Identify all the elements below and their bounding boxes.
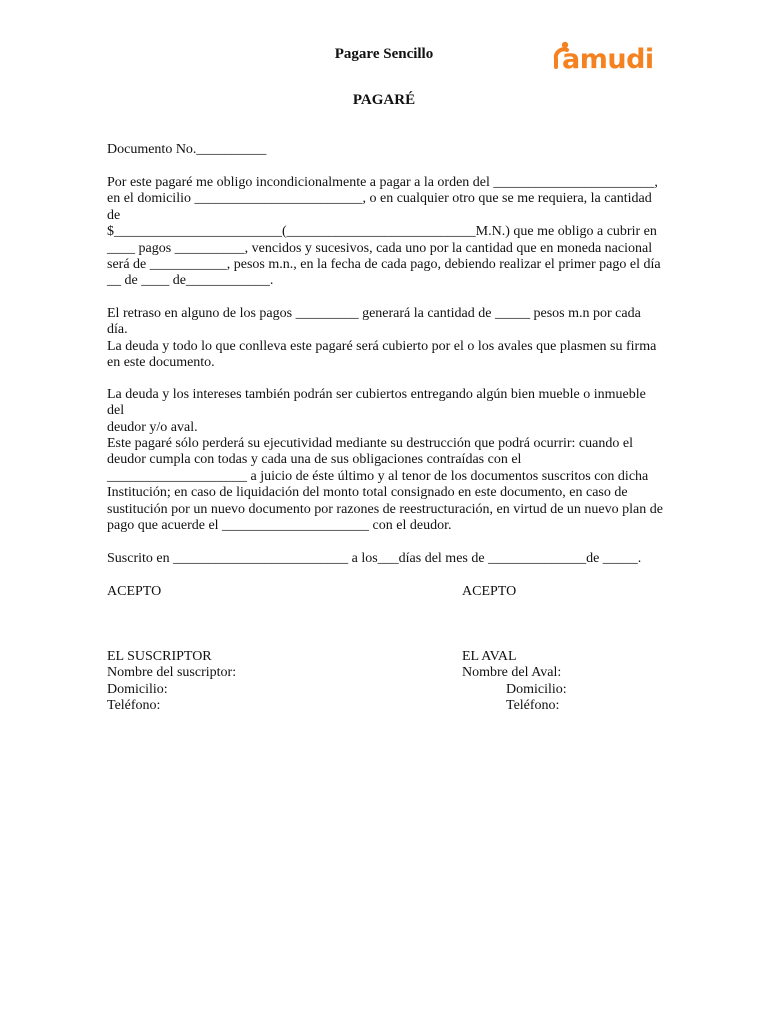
text-line: ____________________ a juicio de éste último y al tenor de los documentos suscritos con dicha	[107, 468, 649, 484]
paragraph-collateral	[107, 387, 663, 436]
paragraph-signed-at	[107, 551, 663, 567]
guarantor-role: EL AVAL	[462, 649, 517, 664]
paragraph-obligation	[107, 175, 663, 290]
guarantor-name-label: Nombre del Aval:	[462, 665, 562, 681]
subscriber-phone-label: Teléfono:	[107, 698, 161, 714]
document-number-line: Documento No.__________	[107, 142, 267, 157]
subscriber-role: EL SUSCRIPTOR	[107, 649, 212, 664]
text-line: sustitución por un nuevo documento por razones de reestructuración, en virtud de un nuevo plan de	[107, 501, 663, 517]
accept-left: ACEPTO	[107, 584, 162, 599]
subscriber-address-label: Domicilio:	[107, 681, 168, 697]
text-line: Institución; en caso de liquidación del monto total consignado en este documento, en caso de	[107, 485, 628, 501]
paragraph-guarantors	[107, 339, 663, 372]
guarantor-phone-label: Teléfono:	[506, 698, 560, 714]
signature-block-subscriber	[107, 649, 236, 715]
paragraph-enforceability	[107, 436, 663, 534]
accept-right: ACEPTO	[462, 584, 517, 599]
subscriber-name-label: Nombre del suscriptor:	[107, 665, 237, 681]
signature-block-guarantor	[462, 649, 567, 715]
text-line: deudor y/o aval.	[107, 419, 198, 435]
text-line: La deuda y todo lo que conlleva este pagaré será cubierto por el o los avales que plasmen su firma	[107, 339, 657, 354]
text-line: será de ___________, pesos m.n., en la fecha de cada pago, debiendo realizar el primer pago el día	[107, 257, 661, 273]
text-line: Por este pagaré me obligo incondicionalmente a pagar a la orden del _______________________,	[107, 175, 658, 190]
text-line: Suscrito en _________________________ a los___días del mes de ______________de _____.	[107, 551, 642, 566]
text-line: ____ pagos __________, vencidos y sucesivos, cada uno por la cantidad que en moneda nacional	[107, 240, 653, 256]
lamudi-logo	[552, 37, 664, 73]
svg-text:amudi: amudi	[562, 44, 654, 73]
text-line: El retraso en alguno de los pagos _________ generará la cantidad de _____ pesos m.n por cada día.	[107, 306, 641, 338]
page-title: Pagare Sencillo	[334, 46, 434, 62]
text-line: pago que acuerde el _____________________ con el deudor.	[107, 518, 452, 534]
text-line: en este documento.	[107, 355, 215, 371]
text-line: en el domicilio ________________________, o en cualquier otro que se me requiera, la cantidad de	[107, 191, 652, 223]
text-line: $________________________(___________________________M.N.) que me obligo a cubrir en	[107, 224, 657, 240]
paragraph-late-payment	[107, 306, 663, 339]
document-number	[107, 142, 663, 158]
guarantor-address-label: Domicilio:	[506, 681, 567, 697]
text-line: Este pagaré sólo perderá su ejecutividad mediante su destrucción que podrá ocurrir: cuando el	[107, 436, 633, 451]
document-heading: PAGARÉ	[352, 92, 416, 108]
text-line: La deuda y los intereses también podrán ser cubiertos entregando algún bien mueble o inmueble del	[107, 387, 646, 419]
text-line: deudor cumpla con todas y cada una de sus obligaciones contraídas con el	[107, 452, 522, 468]
text-line: __ de ____ de____________.	[107, 273, 274, 289]
